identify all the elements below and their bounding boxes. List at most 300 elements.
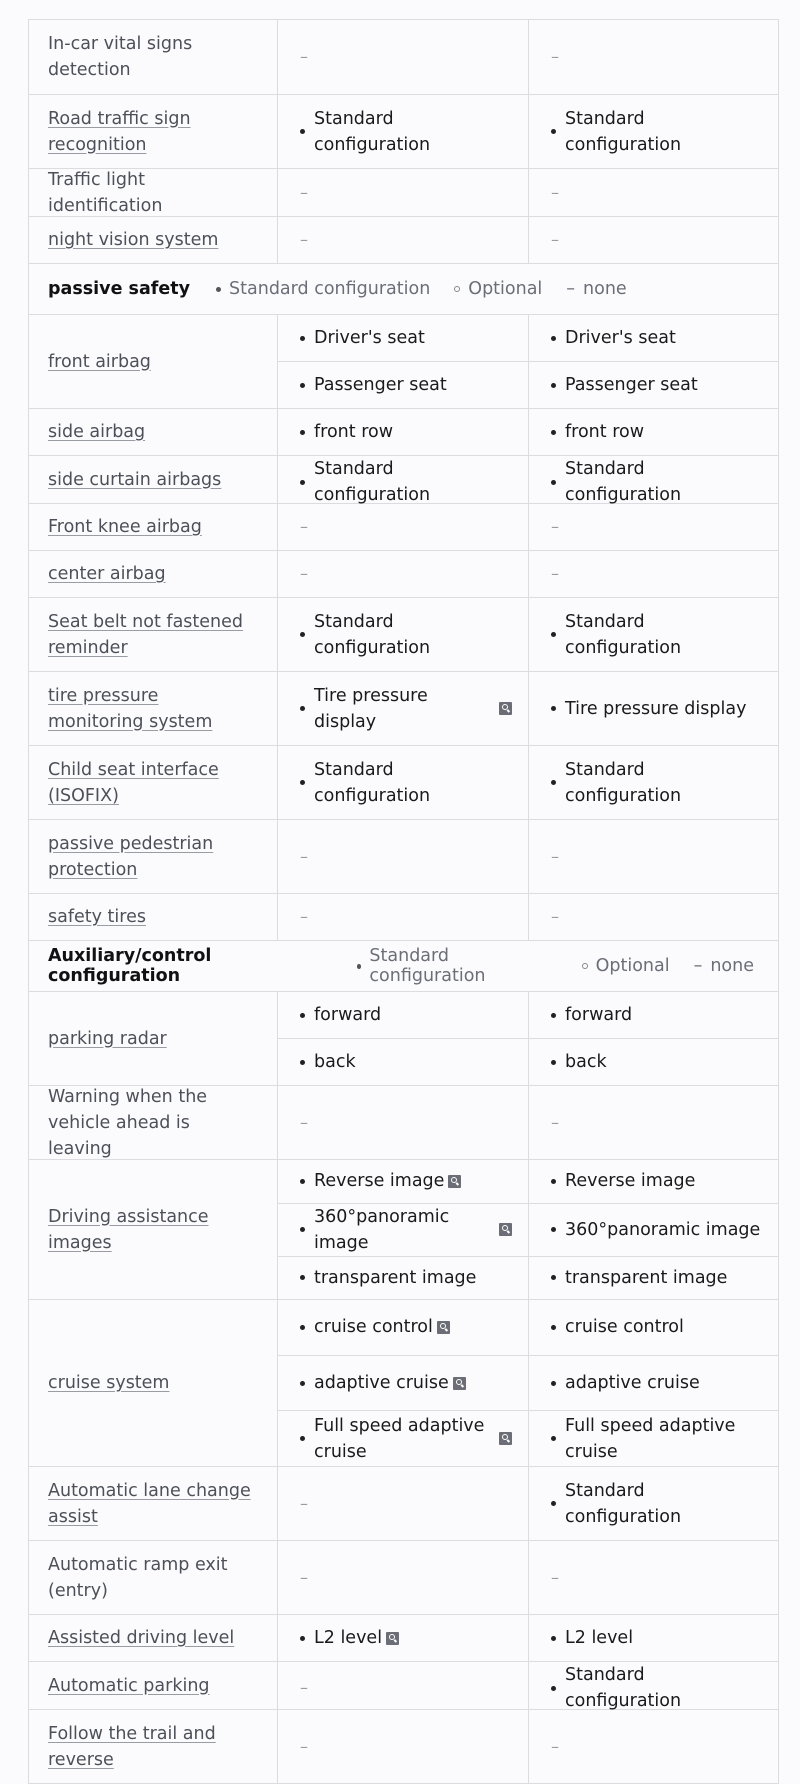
spec-subrow xyxy=(278,1203,779,1256)
value-cell-right xyxy=(528,95,779,168)
value-cell-right xyxy=(528,1467,779,1540)
value-text: Passenger seat xyxy=(565,375,698,395)
spec-values xyxy=(278,894,779,940)
legend-standard-label: Standard configuration xyxy=(369,946,486,986)
value-text: cruise control xyxy=(314,1317,433,1338)
none-dash: – xyxy=(300,230,308,249)
spec-subrow xyxy=(278,820,779,893)
standard-dot-icon xyxy=(551,480,556,485)
value-cell-left xyxy=(278,672,528,745)
value-cell-left xyxy=(278,1411,528,1466)
spec-values xyxy=(278,672,779,745)
value-cell-left xyxy=(278,362,528,408)
value-text: Reverse image xyxy=(314,1171,445,1192)
spec-subrow xyxy=(278,95,779,168)
standard-dot-icon xyxy=(551,336,556,341)
standard-dot-icon xyxy=(300,1275,305,1280)
value-cell-right xyxy=(528,1257,779,1300)
spec-subrow xyxy=(278,672,779,745)
none-dash: – xyxy=(300,182,308,202)
spec-label-link[interactable]: cruise system xyxy=(48,1373,170,1393)
standard-dot-icon xyxy=(551,1381,556,1386)
spec-row-cruise-system xyxy=(28,1300,779,1467)
spec-row-parking-radar xyxy=(28,992,779,1086)
none-dash: – xyxy=(300,1736,308,1756)
value-cell-left xyxy=(278,1086,528,1159)
spec-label-link[interactable]: tire pressure monitoring system xyxy=(48,685,213,732)
value-text: Standard configuration xyxy=(314,611,431,658)
spec-label[interactable] xyxy=(29,217,278,263)
standard-dot-icon xyxy=(300,780,305,785)
standard-dot-icon xyxy=(551,706,556,711)
value-cell-left xyxy=(278,1356,528,1411)
spec-label[interactable] xyxy=(29,315,278,408)
image-zoom-icon[interactable] xyxy=(499,702,512,715)
spec-subrow xyxy=(278,1541,779,1614)
spec-row-assisted-driving-level xyxy=(28,1615,779,1662)
standard-dot-icon xyxy=(300,480,305,485)
standard-dot-icon xyxy=(551,1227,556,1232)
spec-subrow xyxy=(278,1160,779,1203)
none-dash: – xyxy=(300,846,308,866)
none-dash: – xyxy=(551,846,559,866)
value-cell-right xyxy=(528,1039,779,1085)
spec-values xyxy=(278,746,779,819)
value-cell-left xyxy=(278,1615,528,1661)
value-text: forward xyxy=(314,1005,382,1025)
spec-label-link[interactable]: side airbag xyxy=(48,422,146,442)
standard-dot-icon xyxy=(300,336,305,341)
value-text: back xyxy=(565,1052,607,1072)
value-text: adaptive cruise xyxy=(565,1373,700,1393)
spec-row-warning-when-the-vehicle-ahead-is-leaving xyxy=(28,1086,779,1160)
spec-subrow xyxy=(278,409,779,455)
standard-dot-icon xyxy=(300,1060,305,1065)
standard-dot-icon xyxy=(551,1436,556,1441)
value-cell-right xyxy=(528,504,779,550)
value-cell-left xyxy=(278,1039,528,1085)
spec-values xyxy=(278,409,779,455)
value-text: Tire pressure display xyxy=(314,685,428,732)
spec-label[interactable] xyxy=(29,894,278,940)
spec-values xyxy=(278,1662,779,1709)
spec-label[interactable] xyxy=(29,551,278,597)
value-cell-right xyxy=(528,1086,779,1159)
value-text: transparent image xyxy=(565,1267,728,1288)
spec-values xyxy=(278,504,779,550)
spec-label-link[interactable]: Road traffic sign recognition xyxy=(48,108,191,155)
value-cell-right xyxy=(528,672,779,745)
legend-none-marker: – xyxy=(566,279,576,299)
spec-row-traffic-light-identification xyxy=(28,169,779,217)
spec-subrow xyxy=(278,1710,779,1783)
value-text: Standard configuration xyxy=(565,1480,682,1527)
spec-subrow xyxy=(278,746,779,819)
value-cell-left xyxy=(278,1710,528,1783)
standard-dot-icon xyxy=(551,1179,556,1184)
section-header-auxiliary-control-configuration xyxy=(28,941,779,992)
none-dash: – xyxy=(300,1678,308,1697)
spec-values xyxy=(278,820,779,893)
spec-label[interactable] xyxy=(29,1300,278,1466)
spec-label-text: Warning when the vehicle ahead is leaving xyxy=(48,1086,208,1159)
value-cell-left xyxy=(278,746,528,819)
standard-dot-icon xyxy=(300,1636,305,1641)
spec-label[interactable] xyxy=(29,820,278,893)
value-cell-right xyxy=(528,20,779,94)
standard-dot-icon xyxy=(551,1636,556,1641)
spec-values xyxy=(278,1710,779,1783)
spec-row-tire-pressure-monitoring-system xyxy=(28,672,779,746)
spec-values xyxy=(278,598,779,671)
spec-label-link[interactable]: parking radar xyxy=(48,1028,167,1049)
value-cell-left xyxy=(278,504,528,550)
spec-label xyxy=(29,1541,278,1614)
value-text: L2 level xyxy=(565,1628,634,1648)
standard-dot-icon xyxy=(300,1179,305,1184)
legend-optional xyxy=(582,956,670,976)
spec-label-link[interactable]: center airbag xyxy=(48,564,166,584)
standard-dot-icon xyxy=(300,129,305,134)
standard-dot-icon xyxy=(300,1381,305,1386)
standard-dot-icon xyxy=(300,1436,305,1441)
spec-label-link[interactable]: night vision system xyxy=(48,230,219,250)
spec-label-link[interactable]: Child seat interface (ISOFIX) xyxy=(48,759,219,806)
spec-row-side-airbag xyxy=(28,409,779,456)
spec-label[interactable] xyxy=(29,409,278,455)
spec-label[interactable] xyxy=(29,1662,278,1709)
standard-dot-icon xyxy=(551,1060,556,1065)
value-text: Reverse image xyxy=(565,1171,696,1192)
value-cell-right xyxy=(528,746,779,819)
value-cell-left xyxy=(278,315,528,361)
none-dash: – xyxy=(300,907,308,926)
spec-values xyxy=(278,1300,779,1466)
value-text: back xyxy=(314,1052,356,1072)
spec-values xyxy=(278,1615,779,1661)
value-cell-right xyxy=(528,894,779,940)
spec-values xyxy=(278,1086,779,1159)
spec-subrow xyxy=(278,361,779,408)
value-cell-left xyxy=(278,992,528,1038)
spec-subrow xyxy=(278,1662,779,1714)
standard-dot-icon xyxy=(300,632,305,637)
value-text: Tire pressure display xyxy=(565,698,747,719)
spec-label[interactable] xyxy=(29,992,278,1085)
spec-label-link[interactable]: Front knee airbag xyxy=(48,517,202,537)
value-cell-left xyxy=(278,598,528,671)
none-dash: – xyxy=(300,564,308,583)
value-cell-left xyxy=(278,1662,528,1714)
image-zoom-icon[interactable] xyxy=(453,1377,466,1390)
spec-label xyxy=(29,169,278,216)
none-dash: – xyxy=(551,564,559,583)
spec-row-road-traffic-sign-recognition xyxy=(28,95,779,169)
legend-none-label: none xyxy=(710,956,754,976)
spec-subrow xyxy=(278,1355,779,1411)
standard-dot-icon xyxy=(551,1686,556,1691)
spec-row-child-seat-interface-isofix xyxy=(28,746,779,820)
value-cell-left xyxy=(278,20,528,94)
spec-subrow xyxy=(278,1410,779,1466)
none-dash: – xyxy=(551,517,559,536)
value-text: cruise control xyxy=(565,1317,684,1338)
value-cell-left xyxy=(278,217,528,263)
spec-label[interactable] xyxy=(29,1710,278,1783)
spec-label-link[interactable]: Follow the trail and reverse xyxy=(48,1723,216,1770)
image-zoom-icon[interactable] xyxy=(448,1175,461,1188)
image-zoom-icon[interactable] xyxy=(499,1432,512,1445)
value-cell-right xyxy=(528,315,779,361)
value-cell-right xyxy=(528,456,779,508)
value-cell-right xyxy=(528,1710,779,1783)
section-title: passive safety xyxy=(48,279,191,299)
section-header-passive-safety xyxy=(28,264,779,315)
spec-values xyxy=(278,315,779,408)
spec-label-link[interactable]: Automatic parking xyxy=(48,1675,210,1696)
value-cell-right xyxy=(528,820,779,893)
spec-label[interactable] xyxy=(29,746,278,819)
none-dash: – xyxy=(551,182,559,202)
value-text: L2 level xyxy=(314,1628,383,1648)
spec-row-front-airbag xyxy=(28,315,779,409)
spec-subrow xyxy=(278,598,779,671)
spec-label-text: In-car vital signs detection xyxy=(48,34,193,80)
spec-subrow xyxy=(278,1615,779,1661)
none-dash: – xyxy=(551,1736,559,1756)
value-cell-left xyxy=(278,1541,528,1614)
legend-optional-label: Optional xyxy=(595,956,670,976)
spec-label-text: Automatic ramp exit (entry) xyxy=(48,1554,228,1601)
standard-dot-icon xyxy=(300,383,305,388)
value-cell-right xyxy=(528,992,779,1038)
legend-optional-marker xyxy=(454,286,460,292)
standard-dot-icon xyxy=(551,383,556,388)
image-zoom-icon[interactable] xyxy=(437,1321,450,1334)
value-text: Standard configuration xyxy=(565,759,682,806)
standard-dot-icon xyxy=(551,1501,556,1506)
value-text: Standard configuration xyxy=(314,759,431,806)
spec-values xyxy=(278,1467,779,1540)
spec-label-link[interactable]: side curtain airbags xyxy=(48,469,222,490)
spec-values xyxy=(278,217,779,263)
legend-none xyxy=(694,956,754,976)
spec-subrow xyxy=(278,1467,779,1540)
standard-dot-icon xyxy=(300,430,305,435)
value-cell-right xyxy=(528,217,779,263)
spec-label-text: Traffic light identification xyxy=(48,169,163,216)
spec-subrow xyxy=(278,1256,779,1300)
spec-row-automatic-parking xyxy=(28,1662,779,1710)
value-cell-right xyxy=(528,1411,779,1466)
legend-standard-marker xyxy=(357,964,362,969)
standard-dot-icon xyxy=(551,1013,556,1018)
image-zoom-icon[interactable] xyxy=(499,1223,512,1236)
value-cell-left xyxy=(278,1257,528,1300)
spec-subrow xyxy=(278,20,779,94)
spec-row-front-knee-airbag xyxy=(28,504,779,551)
spec-subrow xyxy=(278,1300,779,1355)
spec-values xyxy=(278,551,779,597)
value-cell-right xyxy=(528,551,779,597)
spec-values xyxy=(278,1160,779,1299)
value-text: Driver's seat xyxy=(314,328,425,348)
spec-subrow xyxy=(278,992,779,1038)
spec-label-link[interactable]: Seat belt not fastened reminder xyxy=(48,611,244,658)
standard-dot-icon xyxy=(551,780,556,785)
none-dash: – xyxy=(300,1493,308,1513)
none-dash: – xyxy=(551,1112,559,1132)
value-text: Standard configuration xyxy=(565,611,682,658)
standard-dot-icon xyxy=(300,1013,305,1018)
spec-values xyxy=(278,1541,779,1614)
value-cell-left xyxy=(278,456,528,508)
value-cell-right xyxy=(528,1160,779,1203)
value-cell-left xyxy=(278,169,528,216)
value-cell-left xyxy=(278,1204,528,1256)
value-text: Full speed adaptive cruise xyxy=(565,1415,736,1462)
spec-label-link[interactable]: Assisted driving level xyxy=(48,1628,235,1648)
value-text: Standard configuration xyxy=(314,459,431,505)
spec-label[interactable] xyxy=(29,1615,278,1661)
legend-standard xyxy=(216,279,430,299)
value-cell-right xyxy=(528,409,779,455)
value-cell-left xyxy=(278,1160,528,1203)
value-text: front row xyxy=(314,422,394,442)
value-text: Standard configuration xyxy=(565,108,682,155)
value-cell-right xyxy=(528,598,779,671)
legend-standard-label: Standard configuration xyxy=(229,279,431,299)
spec-label-link[interactable]: passive pedestrian protection xyxy=(48,833,214,880)
spec-row-safety-tires xyxy=(28,894,779,941)
standard-dot-icon xyxy=(300,1227,305,1232)
standard-dot-icon xyxy=(551,129,556,134)
none-dash: – xyxy=(551,1567,559,1587)
spec-label[interactable] xyxy=(29,672,278,745)
spec-subrow xyxy=(278,217,779,263)
spec-values xyxy=(278,992,779,1085)
legend-standard-marker xyxy=(216,287,221,292)
spec-subrow xyxy=(278,1038,779,1085)
value-text: Standard configuration xyxy=(565,1665,682,1711)
standard-dot-icon xyxy=(551,1275,556,1280)
spec-row-seat-belt-not-fastened-reminder xyxy=(28,598,779,672)
value-text: 360°panoramic image xyxy=(314,1206,450,1253)
value-cell-right xyxy=(528,1615,779,1661)
spec-subrow xyxy=(278,456,779,508)
value-text: Passenger seat xyxy=(314,375,447,395)
legend-optional xyxy=(454,279,542,299)
spec-label-link[interactable]: Driving assistance images xyxy=(48,1206,209,1253)
legend-optional-label: Optional xyxy=(468,279,543,299)
spec-subrow xyxy=(278,894,779,940)
value-text: adaptive cruise xyxy=(314,1373,449,1393)
spec-row-in-car-vital-signs-detection xyxy=(28,19,779,95)
spec-subrow xyxy=(278,504,779,550)
value-cell-left xyxy=(278,551,528,597)
none-dash: – xyxy=(300,1112,308,1132)
legend-none xyxy=(566,279,626,299)
value-cell-right xyxy=(528,362,779,408)
value-cell-left xyxy=(278,1300,528,1355)
standard-dot-icon xyxy=(300,706,305,711)
value-cell-right xyxy=(528,1204,779,1256)
spec-row-center-airbag xyxy=(28,551,779,598)
legend-none-label: none xyxy=(583,279,627,299)
legend-none-marker: – xyxy=(693,956,703,976)
spec-label-link[interactable]: safety tires xyxy=(48,907,146,927)
spec-row-night-vision-system xyxy=(28,217,779,264)
spec-subrow xyxy=(278,169,779,216)
spec-label[interactable] xyxy=(29,504,278,550)
value-text: 360°panoramic image xyxy=(565,1219,761,1240)
none-dash: – xyxy=(300,517,308,536)
spec-table xyxy=(28,19,779,1784)
legend-optional-marker xyxy=(582,963,588,969)
value-text: Standard configuration xyxy=(314,108,431,155)
spec-row-automatic-lane-change-assist xyxy=(28,1467,779,1541)
value-text: Standard configuration xyxy=(565,459,682,505)
spec-row-passive-pedestrian-protection xyxy=(28,820,779,894)
legend-standard xyxy=(357,946,558,986)
none-dash: – xyxy=(551,230,559,249)
standard-dot-icon xyxy=(551,1325,556,1330)
spec-subrow xyxy=(278,315,779,361)
spec-label[interactable] xyxy=(29,456,278,503)
value-text: forward xyxy=(565,1005,633,1025)
standard-dot-icon xyxy=(300,1325,305,1330)
value-cell-left xyxy=(278,820,528,893)
spec-label[interactable] xyxy=(29,1467,278,1540)
spec-label-link[interactable]: Automatic lane change assist xyxy=(48,1480,251,1527)
section-title: Auxiliary/control configuration xyxy=(48,946,212,986)
value-cell-right xyxy=(528,1300,779,1355)
spec-values xyxy=(278,456,779,503)
spec-subrow xyxy=(278,1086,779,1159)
spec-label[interactable] xyxy=(29,95,278,168)
spec-label xyxy=(29,1086,278,1159)
image-zoom-icon[interactable] xyxy=(386,1632,399,1645)
none-dash: – xyxy=(551,907,559,926)
value-cell-left xyxy=(278,95,528,168)
value-cell-right xyxy=(528,1541,779,1614)
spec-values xyxy=(278,95,779,168)
spec-label xyxy=(29,20,278,94)
value-text: Driver's seat xyxy=(565,328,676,348)
spec-values xyxy=(278,20,779,94)
none-dash: – xyxy=(551,47,559,66)
spec-label[interactable] xyxy=(29,1160,278,1299)
spec-label[interactable] xyxy=(29,598,278,671)
value-text: front row xyxy=(565,422,645,442)
value-cell-left xyxy=(278,1467,528,1540)
spec-row-follow-the-trail-and-reverse xyxy=(28,1710,779,1784)
value-cell-right xyxy=(528,169,779,216)
spec-values xyxy=(278,169,779,216)
spec-label-link[interactable]: front airbag xyxy=(48,351,151,372)
value-cell-right xyxy=(528,1662,779,1714)
standard-dot-icon xyxy=(551,430,556,435)
value-cell-right xyxy=(528,1356,779,1411)
spec-row-driving-assistance-images xyxy=(28,1160,779,1300)
value-cell-left xyxy=(278,894,528,940)
value-text: transparent image xyxy=(314,1267,477,1288)
spec-row-side-curtain-airbags xyxy=(28,456,779,504)
spec-row-automatic-ramp-exit-entry xyxy=(28,1541,779,1615)
value-cell-left xyxy=(278,409,528,455)
standard-dot-icon xyxy=(551,632,556,637)
spec-subrow xyxy=(278,551,779,597)
